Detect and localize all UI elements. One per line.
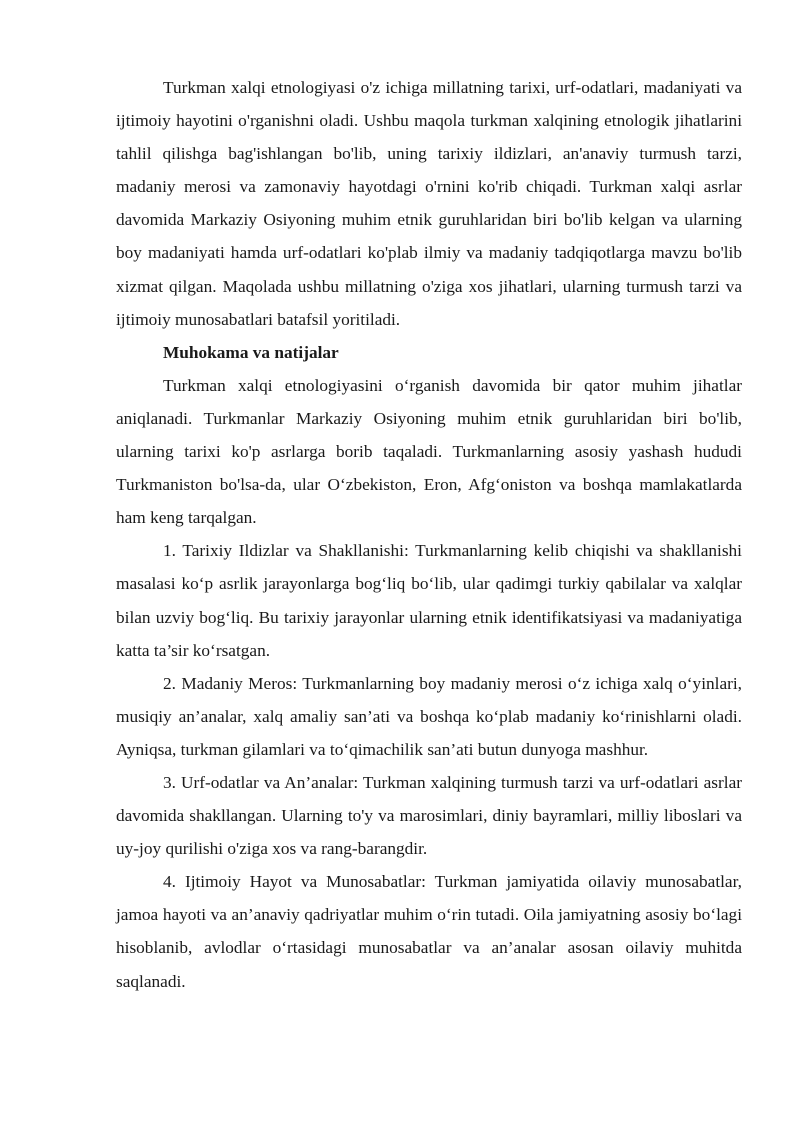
section-intro-paragraph: Turkman xalqi etnologiyasini o‘rganish davomida bir qator muhim jihatlar aniqlanadi. Turkmanlar Markaziy Osiyoning muhim etnik guruhlaridan biri bo'lib, ularning tarixi ko'p asrlarga borib taqaladi. Turkmanlarning asosiy yashash hududi Turkmaniston bo'lsa-da, ular O‘zbekiston, Eron, Afg‘oniston va boshqa mamlakatlarda ham keng tarqalgan.	[116, 375, 742, 528]
section-heading: Muhokama va natijalar	[163, 342, 339, 362]
list-item: 1. Tarixiy Ildizlar va Shakllanishi: Turkmanlarning kelib chiqishi va shakllanishi masalasi ko‘p asrlik jarayonlarga bog‘liq bo‘lib, ular qadimgi turkiy qabilalar va xalqlar bilan uzviy bog‘liq. Bu tarixiy jarayonlar ularning etnik identifikatsiyasi va madaniyatiga katta ta’sir ko‘rsatgan.	[116, 541, 742, 660]
document-body	[116, 71, 742, 998]
list-item: 3. Urf-odatlar va An’analar: Turkman xalqining turmush tarzi va urf-odatlari asrlar davomida shakllangan. Ularning to'y va marosimlari, diniy bayramlari, milliy liboslari va uy-joy qurilishi o'ziga xos va rang-barangdir.	[116, 772, 742, 859]
list-item: 2. Madaniy Meros: Turkmanlarning boy madaniy merosi o‘z ichiga xalq o‘yinlari, musiqiy an’analar, xalq amaliy san’ati va boshqa ko‘plab madaniy ko‘rinishlarni oladi. Ayniqsa, turkman gilamlari va to‘qimachilik san’ati butun dunyoga mashhur.	[116, 673, 742, 759]
list-item: 4. Ijtimoiy Hayot va Munosabatlar: Turkman jamiyatida oilaviy munosabatlar, jamoa hayoti va an’anaviy qadriyatlar muhim o‘rin tutadi. Oila jamiyatning asosiy bo‘lagi hisoblanib, avlodlar o‘rtasidagi munosabatlar va an’analar asosan oilaviy muhitda saqlanadi.	[116, 872, 742, 991]
intro-paragraph: Turkman xalqi etnologiyasi o'z ichiga millatning tarixi, urf-odatlari, madaniyati va ijtimoiy hayotini o'rganishni oladi. Ushbu maqola turkman xalqining etnologik jihatlarini tahlil qilishga bag'ishlangan bo'lib, uning tarixiy ildizlari, an'anaviy turmush tarzi, madaniy merosi va zamonaviy hayotdagi o'rnini ko'rib chiqadi. Turkman xalqi asrlar davomida Markaziy Osiyoning muhim etnik guruhlaridan biri bo'lib kelgan va ularning boy madaniyati hamda urf-odatlari ko'plab ilmiy va madaniy tadqiqotlarga mavzu bo'lib xizmat qilgan. Maqolada ushbu millatning o'ziga xos jihatlari, ularning turmush tarzi va ijtimoiy munosabatlari batafsil yoritiladi.	[116, 78, 742, 329]
